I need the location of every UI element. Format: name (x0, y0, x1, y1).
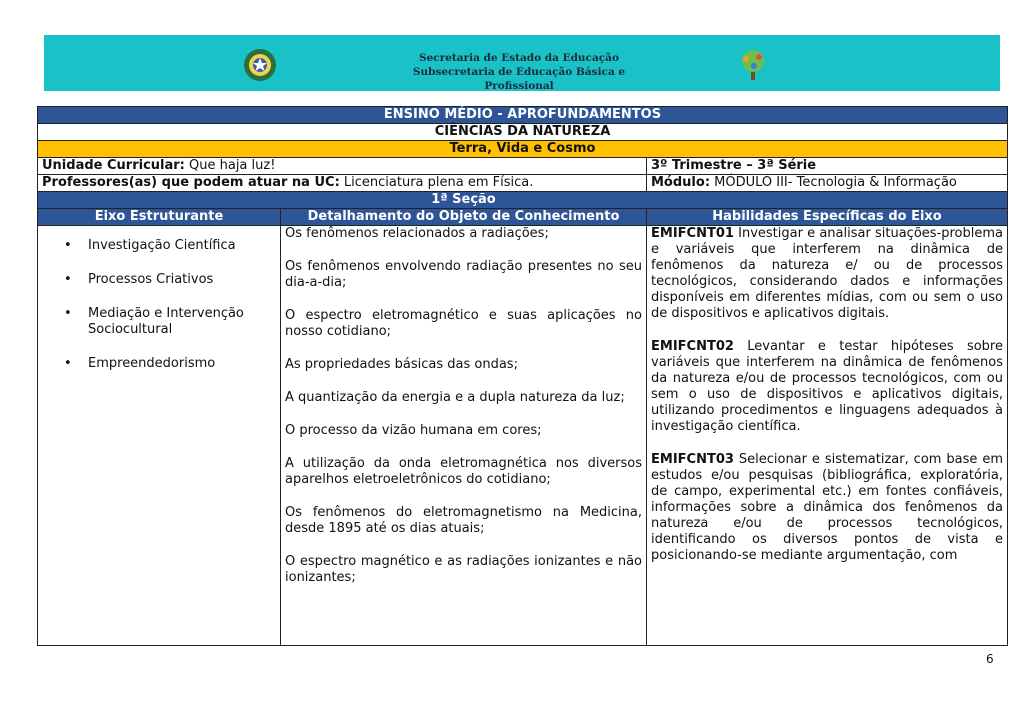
list-item: • Investigação Científica (64, 238, 276, 254)
habilidade-code: EMIFCNT02 (651, 339, 734, 354)
habilidade-code: EMIFCNT01 (651, 226, 734, 241)
habilidade-text: Investigar e analisar situações-problema e variáveis que interferem na dinâmica de fenômenos da natureza e/ ou de processos tecnológicos, considerando dados e informações disponíveis em diferentes mídias, com ou sem o uso de dispositivos e aplicativos digitais. (651, 226, 1003, 321)
header-banner (44, 35, 1000, 91)
objeto-item: Os fenômenos envolvendo radiação presentes no seu dia-a-dia; (285, 259, 642, 290)
page-number: 6 (986, 652, 994, 666)
objeto-item: A quantização da energia e a dupla natureza da luz; (285, 390, 625, 405)
module-label: Módulo: (651, 175, 711, 190)
tree-logo-icon (734, 46, 772, 84)
list-item: • Empreendedorismo (64, 356, 276, 372)
objeto-item: Os fenômenos relacionados a radiações; (285, 226, 549, 241)
habilidade-item (651, 452, 1003, 564)
prof-label: Professores(as) que podem atuar na UC: (42, 175, 340, 190)
section-title: 1ª Seção (281, 192, 647, 209)
state-seal-icon (242, 47, 278, 83)
curriculum-table (37, 106, 1008, 646)
curricular-unit-cell (38, 158, 647, 175)
module-cell (647, 175, 1008, 192)
term-cell (647, 158, 1008, 175)
column-header-eixo: Eixo Estruturante (38, 209, 281, 226)
column-header-habilidades: Habilidades Específicas do Eixo (647, 209, 1008, 226)
habilidade-item (651, 339, 1003, 435)
list-item: • Mediação e Intervenção Sociocultural (64, 306, 276, 338)
uc-label: Unidade Curricular: (42, 158, 185, 173)
theme-title: Terra, Vida e Cosmo (38, 141, 1008, 158)
objeto-item: Os fenômenos do eletromagnetismo na Medicina, desde 1895 até os dias atuais; (285, 505, 642, 536)
objeto-item: O processo da vizão humana em cores; (285, 423, 542, 438)
objetos-cell (281, 226, 647, 646)
list-item: • Processos Criativos (64, 272, 276, 288)
uc-value: Que haja luz! (184, 158, 276, 173)
prof-value: Licenciatura plena em Física. (339, 175, 534, 190)
banner-titles (384, 51, 654, 93)
term-value: 3º Trimestre – 3ª Série (651, 158, 817, 173)
column-header-objeto: Detalhamento do Objeto de Conhecimento (281, 209, 647, 226)
banner-line-1: Secretaria de Estado da Educação (419, 52, 619, 64)
banner-line-2: Subsecretaria de Educação Básica e Profissional (412, 66, 626, 92)
teachers-cell (38, 175, 647, 192)
area-title: CIÊNCIAS DA NATUREZA (38, 124, 1008, 141)
eixos-list (42, 226, 276, 372)
table-title: ENSINO MÉDIO - APROFUNDAMENTOS (38, 107, 1008, 124)
objeto-item: O espectro magnético e as radiações ionizantes e não ionizantes; (285, 554, 642, 585)
objeto-item: As propriedades básicas das ondas; (285, 357, 518, 372)
habilidade-code: EMIFCNT03 (651, 452, 734, 467)
habilidade-item (651, 226, 1003, 322)
eixos-cell (38, 226, 281, 646)
habilidade-text: Levantar e testar hipóteses sobre variáveis que interferem na dinâmica de fenômenos da natureza e/ou de processos tecnológicos, com ou sem o uso de dispositivos e aplicativos digitais, utilizando procedimentos e linguagens adequados à investigação científica. (651, 339, 1003, 434)
objeto-item: O espectro eletromagnético e suas aplicações no nosso cotidiano; (285, 308, 642, 339)
module-value: MÓDULO III- Tecnologia & Informação (710, 175, 957, 190)
objeto-item: A utilização da onda eletromagnética nos diversos aparelhos eletroeletrônicos do cotidiano; (285, 456, 642, 487)
habilidade-text: Selecionar e sistematizar, com base em estudos e/ou pesquisas (bibliográfica, exploratória, de campo, experimental etc.) em fontes confiáveis, informações sobre a dinâmica dos fenômenos da natureza e/ou de processos tecnológicos, identificando os diversos pontos de vista e posicionando-se mediante argumentação, com (651, 452, 1003, 563)
habilidades-cell (647, 226, 1008, 646)
